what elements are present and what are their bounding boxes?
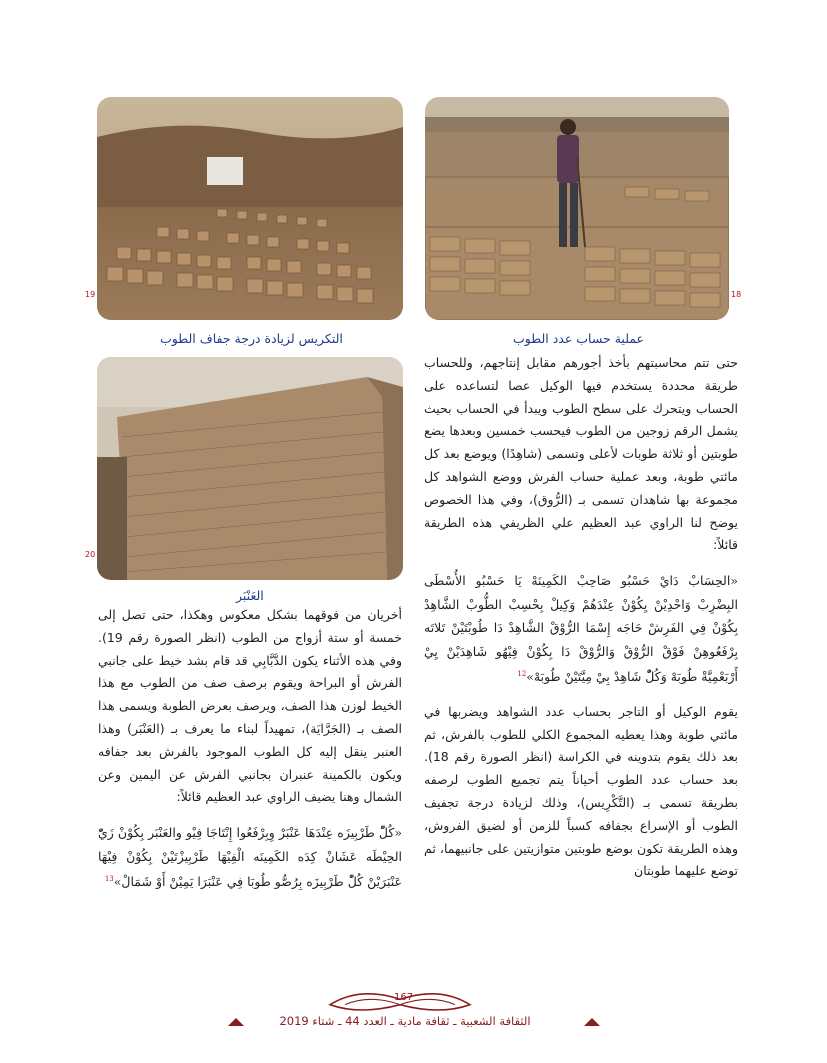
left-column <box>98 604 402 894</box>
paragraph: أخريان من فوقهما بشكل معكوس وهكذا، حتى تصل إلى خمسة أو ستة أزواج من الطوب (انظر الصورة رقم 19). وفي هذه الأثناء يكون الدَّبَّابِي قد قام بشد خيط على جانبي الفرش أو البراحة ويقوم برصف صف من الطوب مع هذا الخيط لوزن هذا الصف، ويرصف بعرض الطوبة ويسمى هذا الصف بـ (الجَرَّايَة)، تمهيداً لبناء ما يعرف بـ (العَنْبَر) وهذا العنبر ينقل إليه كل الطوب الموجود بالفرش بعد جفافه ويكون بالكمينة عنبران بجانبي الفرش عن اليمين وعن الشمال وهنا يضيف الراوي عبد العظيم قائلاً: <box>98 607 402 805</box>
footnote-ref-13: 13 <box>104 875 114 884</box>
right-column <box>424 352 738 883</box>
footer-text: الثقافة الشعبية ـ ثقافة مادية ـ العدد 44 ـ شتاء 2019 <box>279 1014 531 1028</box>
photo-brick-counting <box>425 97 729 320</box>
quotation-12 <box>424 569 738 689</box>
figure-number-20: 20 <box>85 550 96 559</box>
photo-brick-wall-anbar <box>97 357 403 580</box>
figure-caption-18: عملية حساب عدد الطوب <box>513 331 645 346</box>
quote-text: «الحِسَابْ دَايْ حَسْبُو صَاحِبْ الكَمِينَهْ يَا حَسْبُو الأُسْطَى البِضْرِبْ وَاحْدِيْنْ يِكُوْنْ عِنْدَهُمْ وَكِيلْ بِحْسِبْ الطُّوبْ الشَّاهِدْ بِكُوْنْ فِي الفَرِشْ حَاجَه إِسْمَا الرُّوْقْ الشَّاهِدْ دَا طُوبْتَيْنْ تَلاتَه بِرْفَعُوهِنْ فَوْقْ الرُّوْقْ وَالرُّوْقْ دَا بِكُوْنْ فِيْهُو شَاهِدَيْنْ يِيْ أَرْبَعْمِيَّةْ طُوبَهْ وَكُلّْ شَاهِدْ بِيْ مِيَّتَيْنْ طُوبَهْ» <box>424 573 738 685</box>
photo-bricks-stacked <box>97 97 403 320</box>
quote-text: «كُلّْ طَرْبِيزَه عِنْدَهَا عَنْبَرْ وِبِرْفَعُوا إِنْتَاجَا فِيْو والعَنْبَر بِكُوْنْ زَيّْ الحِيْطَه عَشَانْ كِدَه الكَمِينَه الْفِيْهَا طَرْبِيزْتَيْنْ بِكُوْنْ فِيْهَا عَنْبَرَيْنْ كُلّْ طَرْبِيزَه بِرُصُّو طُوبَا فِي عَنْبَرَا يَمِيْنْ أَوْ شَمَالْ» <box>98 825 402 890</box>
quotation-13 <box>98 821 402 894</box>
figure-number-19: 19 <box>85 290 96 299</box>
footnote-ref-12: 12 <box>517 670 527 679</box>
figure-caption-19: التكريس لزيادة درجة جفاف الطوب <box>160 331 343 346</box>
figure-caption-20: العَنْبَر <box>236 588 264 603</box>
paragraph: يقوم الوكيل أو التاجر بحساب عدد الشواهد ويضربها في مائتي طوبة وهذا يعطيه المجموع الكلي للطوب بالفرش، ثم بعد ذلك يقوم بتدوينه في الكراسة (انظر الصورة رقم 18). بعد حساب عدد الطوب أحياناً يتم تجميع الطوب لرصفه بطريقة تسمى بـ (التَّكْرِيس)، وذلك لزيادة درجة تجفيف الطوب أو الإسراع بجفافه كسباً للزمن أو لضيق الفروش، وهذه الطريقة تكون بوضع طوبتين متوازيتين على جانبيهما، ثم توضع عليهما طوبتان <box>424 703 738 879</box>
paragraph: حتى تتم محاسبتهم بأخذ أجورهم مقابل إنتاجهم، وللحساب طريقة محددة يستخدم فيها الوكيل عصا لتساعده على الحساب ويتحرك على سطح الطوب ويبدأ في الحساب بحيث يشمل الرقم زوجين من الطوب فيحسب خمسين وبعدها يضع طوبتين أو ثلاثة طوبات لأعلى وتسمى (شاهِدًا) ويوضع بعد كل مائتي طوبة، وبعد عملية حساب الفرش ووضع الشواهد كل مجموعة بها شاهدان تسمى بـ (الرُّوق)، وفي هذا الخصوص يوضح لنا الراوي عبد العظيم علي الظريفي هذه الطريقة قائلاً: <box>424 355 738 553</box>
figure-number-18: 18 <box>731 290 742 299</box>
page-number: 167 <box>394 992 414 1003</box>
